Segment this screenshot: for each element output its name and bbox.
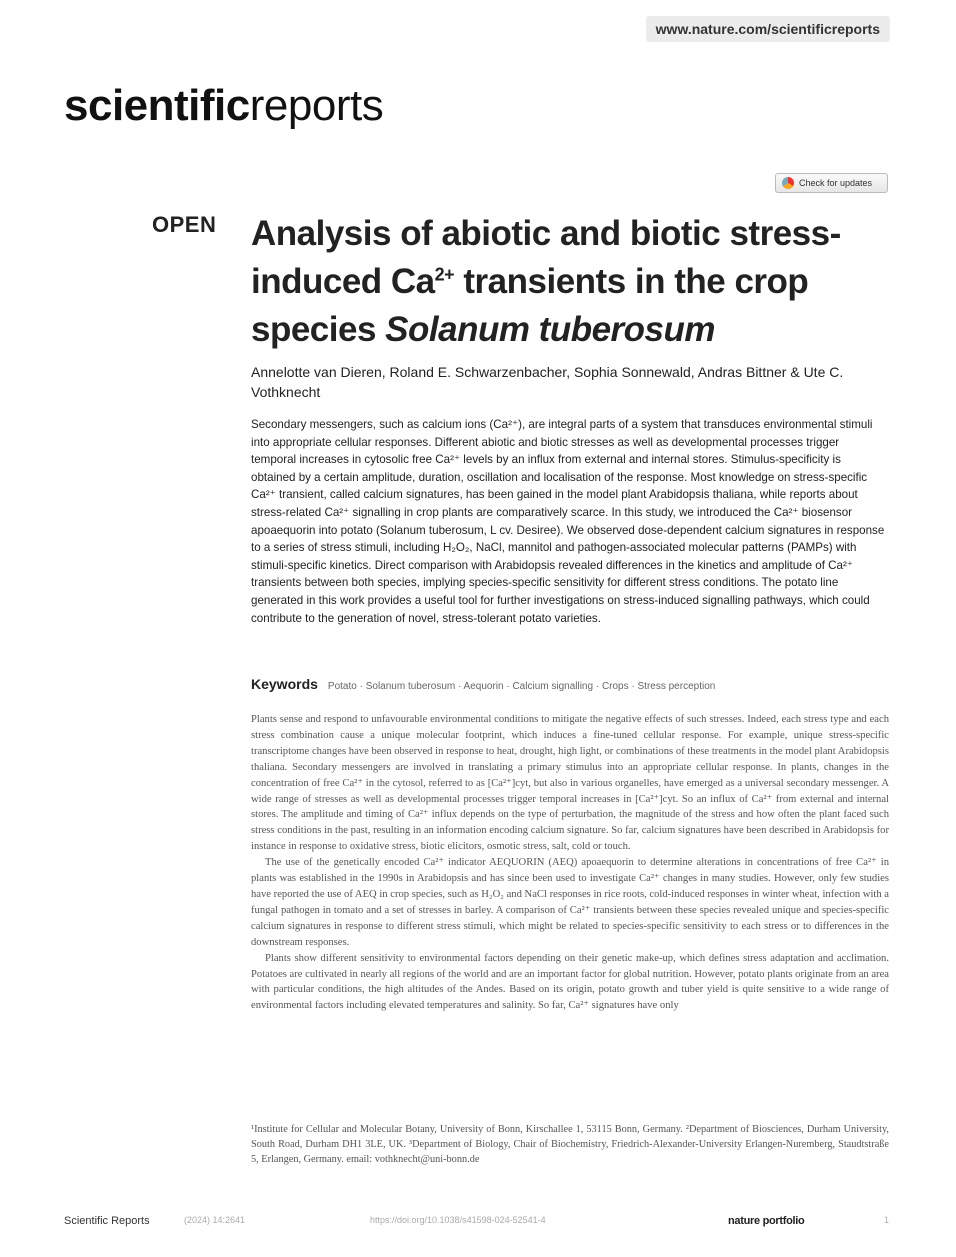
keywords-section	[251, 676, 891, 692]
title-species: Solanum tuberosum	[385, 310, 716, 349]
title-part-1: Analysis of abiotic and biotic stress-induced Ca	[251, 214, 841, 301]
page-footer	[64, 1215, 890, 1231]
publisher-logo: nature portfolio	[728, 1215, 805, 1227]
check-for-updates-label: Check for updates	[799, 178, 873, 188]
logo-word-reports: reports	[249, 81, 384, 130]
keywords-list: Potato · Solanum tuberosum · Aequorin · Calcium signalling · Crops · Stress perception	[327, 681, 716, 692]
journal-url[interactable]: www.nature.com/scientificreports	[646, 16, 890, 42]
open-access-label: OPEN	[152, 212, 217, 237]
body-paragraph: Plants show different sensitivity to environmental factors depending on their genetic make-up, which defines stress adaptation and acclimation. Potatoes are cultivated in nearly all regions of the world and are an important factor for global nutrition. However, potato plants originate from an area with particular conditions, the high altitudes of the Andes. Based on its origin, potato growth and tuber yield is quite sensitive to a wide range of environmental factors including elevated temperatures and salinity. So far, Ca²⁺ signatures have only	[251, 952, 889, 1012]
footer-doi-link[interactable]: https://doi.org/10.1038/s41598-024-52541-4	[370, 1215, 546, 1225]
crossmark-icon	[782, 177, 794, 189]
title-superscript: 2+	[434, 264, 455, 285]
keywords-label: Keywords	[251, 676, 318, 692]
footer-journal-name: Scientific Reports	[64, 1215, 150, 1227]
article-title	[251, 210, 911, 354]
affiliations: ¹Institute for Cellular and Molecular Botany, University of Bonn, Kirschallee 1, 53115 Bonn, Germany. ²Department of Biosciences, Durham University, South Road, Durham DH1 3LE, UK. ³Department of Biology, Chair of Biochemistry, Friedrich-Alexander-University Erlangen-Nuremberg, Staudtstraße 5, Erlangen, Germany. email: vothknecht@uni-bonn.de	[251, 1124, 889, 1165]
journal-logo	[64, 81, 384, 130]
logo-word-scientific: scientific	[64, 81, 250, 130]
check-for-updates-button[interactable]	[775, 173, 888, 193]
title-part-2: transients in the crop species	[251, 262, 809, 349]
article-body	[251, 712, 889, 1014]
body-paragraph: Plants sense and respond to unfavourable environmental conditions to mitigate the negative effects of such stresses. Indeed, each stress type and each stress combination cause a unique molecular footprint, which induces a fine-tuned cellular response. For example, unique stress-specific transcriptome changes have been observed in response to heat, drought, high light, or combinations of these treatments in the model plant Arabidopsis thaliana. Secondary messengers are involved in translating a primary stimulus into an appropriate cellular response. In plants, changes in the concentration of free Ca²⁺ in the cytosol, referred to as [Ca²⁺]cyt, but also in various organelles, have emerged as a universal secondary messenger. A wide range of stresses as well as developmental processes trigger temporal increases in [Ca²⁺]cyt. So an influx of Ca²⁺ from external and internal stores. The amplitude and timing of Ca²⁺ influx depends on the type of perturbation, the magnitude of the stress and how often the plant faced such stress conditions in the past, resulting in an information encoding calcium signature. So far, calcium signatures have been described in Arabidopsis for instance in response to oxidative stress, biotic elicitors, osmotic stress, salt, cold or touch.	[251, 714, 889, 853]
author-list: Annelotte van Dieren, Roland E. Schwarzenbacher, Sophia Sonnewald, Andras Bittner & Ute C. Vothknecht	[251, 364, 844, 400]
footer-citation: (2024) 14:2641	[184, 1215, 246, 1225]
body-paragraph: The use of the genetically encoded Ca²⁺ indicator AEQUORIN (AEQ) apoaequorin to determine alterations in concentrations of free Ca²⁺ in plants was established in the 1990s in Arabidopsis and has since been used to investigate Ca²⁺ changes in many studies. However, only few studies have reported the use of AEQ in crop species, such as H₂O₂ and NaCl responses in rice roots, cold-induced responses in winter wheat, infection with a fungal pathogen in tomato and a set of stresses in barley. A comparison of Ca²⁺ transients between these species revealed unique and species-specific calcium signatures in response to different stress stimuli, which might be related to species-specific sensitivity to each stress or to differences in the downstream responses.	[251, 857, 889, 948]
page-number: 1	[884, 1215, 890, 1225]
abstract: Secondary messengers, such as calcium ions (Ca²⁺), are integral parts of a system that transduces environmental stimuli into appropriate cellular responses. Different abiotic and biotic stresses as well as developmental processes trigger temporal increases in cytosolic free Ca²⁺ levels by an influx from external and internal stores. Stimulus-specificity is obtained by a certain amplitude, duration, oscillation and localisation of the response. Most knowledge on stress-specific Ca²⁺ transient, called calcium signatures, has been gained in the model plant Arabidopsis thaliana, while reports about stress-related Ca²⁺ signalling in crop plants are comparatively scarce. In this study, we introduced the Ca²⁺ biosensor apoaequorin into potato (Solanum tuberosum, L cv. Desiree). We observed dose-dependent calcium signatures in response to a series of stress stimuli, including H₂O₂, NaCl, mannitol and pathogen-associated molecular patterns (PAMPs) with stimuli-specific kinetics. Direct comparison with Arabidopsis revealed differences in the kinetics and amplitude of Ca²⁺ transients between both species, implying species-specific sensitivity for different stress conditions. The potato line generated in this work provides a useful tool for further investigations on stress-induced signalling pathways, which could contribute to the generation of novel, stress-tolerant potato varieties.	[251, 418, 885, 625]
